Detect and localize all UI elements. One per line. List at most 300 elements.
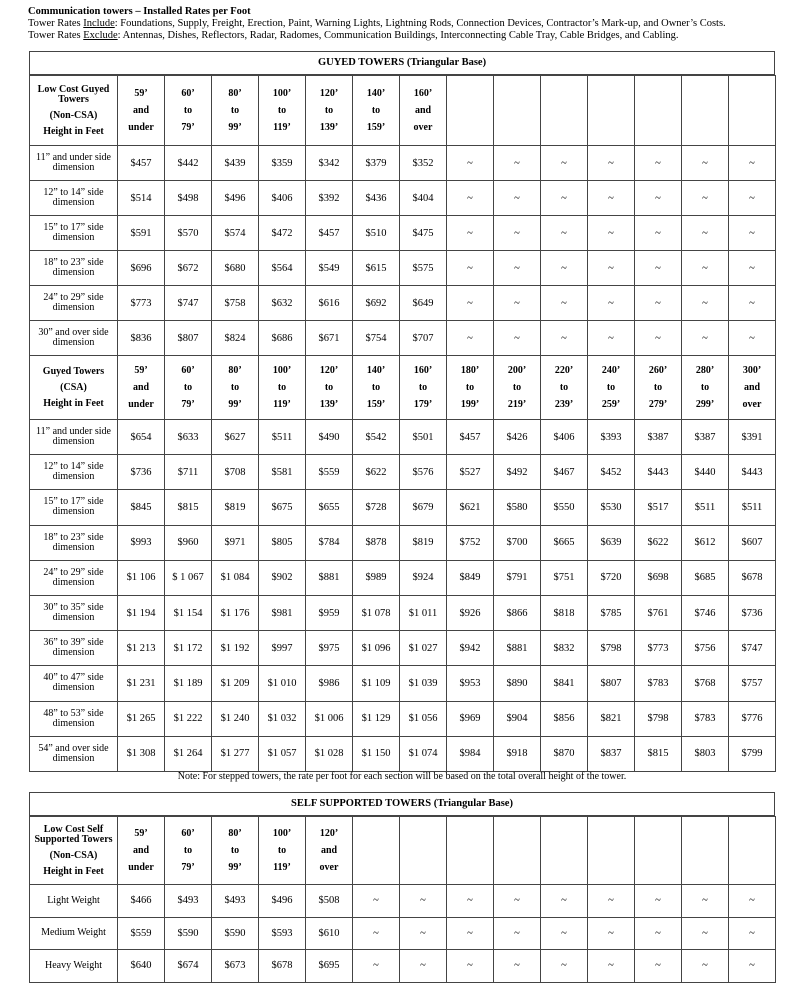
rate-cell: $1 006: [306, 701, 353, 736]
guyed-csa-row: [30, 455, 776, 490]
rate-cell: $776: [729, 701, 776, 736]
no-rate-cell: ~: [635, 885, 682, 918]
rate-cell: $1 028: [306, 736, 353, 771]
rate-cell: $785: [588, 595, 635, 630]
height-range-header: [353, 76, 400, 146]
rate-cell: $815: [165, 490, 212, 525]
height-range-part: 119’: [273, 862, 291, 873]
rate-cell: $452: [588, 455, 635, 490]
no-rate-cell: ~: [729, 146, 776, 181]
rate-cell: $890: [494, 666, 541, 701]
rate-cell: $622: [353, 455, 400, 490]
rate-cell: $633: [165, 420, 212, 455]
rate-cell: $1 222: [165, 701, 212, 736]
rate-cell: $575: [400, 251, 447, 286]
rate-cell: $837: [588, 736, 635, 771]
no-rate-cell: ~: [447, 286, 494, 321]
rate-cell: $511: [259, 420, 306, 455]
rate-cell: $514: [118, 181, 165, 216]
guyed-noncsa-row: [30, 286, 776, 321]
height-range-part: to: [230, 105, 240, 116]
height-range-part: 179’: [413, 399, 433, 410]
rate-cell: $574: [212, 216, 259, 251]
no-rate-cell: ~: [729, 251, 776, 286]
rate-cell: $971: [212, 525, 259, 560]
rate-cell: $559: [118, 917, 165, 950]
rate-cell: $695: [306, 950, 353, 983]
header-label-line: (Non-CSA): [49, 109, 98, 121]
rate-cell: $530: [588, 490, 635, 525]
rate-cell: $457: [306, 216, 353, 251]
no-rate-cell: ~: [588, 181, 635, 216]
height-range-part: 60’: [181, 365, 195, 376]
rate-cell: $621: [447, 490, 494, 525]
height-range-header: [447, 76, 494, 146]
no-rate-cell: ~: [447, 321, 494, 356]
rate-cell: $798: [635, 701, 682, 736]
height-range-part: to: [559, 382, 569, 393]
height-range-part: 80’: [228, 365, 242, 376]
height-range-part: 79’: [181, 122, 195, 133]
height-range-part: 300’: [742, 365, 762, 376]
rate-cell: $439: [212, 146, 259, 181]
rate-cell: $708: [212, 455, 259, 490]
rate-cell: $1 056: [400, 701, 447, 736]
rate-cell: $805: [259, 525, 306, 560]
guyed-csa-row: [30, 595, 776, 630]
rate-cell: $1 039: [400, 666, 447, 701]
no-rate-cell: ~: [353, 885, 400, 918]
height-range-part: 100’: [272, 828, 292, 839]
rate-cell: $1 096: [353, 631, 400, 666]
no-rate-cell: ~: [494, 146, 541, 181]
rate-cell: $615: [353, 251, 400, 286]
rate-cell: $616: [306, 286, 353, 321]
rate-cell: $627: [212, 420, 259, 455]
rate-cell: $711: [165, 455, 212, 490]
rate-cell: $590: [165, 917, 212, 950]
height-range-header: [682, 76, 729, 146]
height-range-part: 159’: [366, 122, 386, 133]
no-rate-cell: ~: [682, 216, 729, 251]
rate-cell: $467: [541, 455, 588, 490]
rate-cell: $1 176: [212, 595, 259, 630]
height-range-part: 119’: [273, 122, 291, 133]
header-label-line: Height in Feet: [43, 125, 104, 137]
rate-cell: $746: [682, 595, 729, 630]
no-rate-cell: ~: [494, 251, 541, 286]
guyed-noncsa-row: [30, 321, 776, 356]
header-label-line: Low Cost Guyed Towers: [37, 83, 110, 105]
header-label-line: (CSA): [60, 381, 87, 393]
height-range-part: 120’: [319, 365, 339, 376]
height-range-header: [682, 817, 729, 885]
rate-cell: $475: [400, 216, 447, 251]
side-dimension-label: 12” to 14” side dimension: [30, 455, 118, 490]
rate-cell: $870: [541, 736, 588, 771]
rate-cell: $581: [259, 455, 306, 490]
height-range-header: [165, 76, 212, 146]
guyed-csa-row: [30, 560, 776, 595]
rate-cell: $640: [118, 950, 165, 983]
rate-cell: $856: [541, 701, 588, 736]
rate-cell: $436: [353, 181, 400, 216]
height-range-part: 139’: [319, 122, 339, 133]
rate-cell: $1 240: [212, 701, 259, 736]
side-dimension-label: 24” to 29” side dimension: [30, 560, 118, 595]
rate-cell: $1 078: [353, 595, 400, 630]
height-range-header: [541, 356, 588, 420]
rate-cell: $1 106: [118, 560, 165, 595]
rate-cell: $866: [494, 595, 541, 630]
height-range-part: 180’: [460, 365, 480, 376]
height-range-part: over: [413, 122, 433, 133]
rate-cell: $ 1 067: [165, 560, 212, 595]
no-rate-cell: ~: [494, 885, 541, 918]
no-rate-cell: ~: [353, 917, 400, 950]
rate-cell: $580: [494, 490, 541, 525]
rate-cell: $1 192: [212, 631, 259, 666]
rate-cell: $674: [165, 950, 212, 983]
rate-cell: $680: [212, 251, 259, 286]
guyed-csa-row: [30, 666, 776, 701]
no-rate-cell: ~: [682, 885, 729, 918]
guyed-csa-row: [30, 525, 776, 560]
rate-cell: $1 109: [353, 666, 400, 701]
height-range-header: [400, 817, 447, 885]
rate-cell: $975: [306, 631, 353, 666]
exclude-line: Tower Rates Exclude: Antennas, Dishes, Reflectors, Radar, Radomes, Communication Buildings, Interconnecting Cable Tray, Cable Bridges, and Cabling.: [28, 30, 679, 41]
rate-cell: $736: [118, 455, 165, 490]
height-range-part: over: [319, 862, 339, 873]
height-range-part: 140’: [366, 365, 386, 376]
no-rate-cell: ~: [588, 146, 635, 181]
no-rate-cell: ~: [635, 917, 682, 950]
height-range-header: [118, 76, 165, 146]
include-word: Include: [83, 18, 115, 29]
height-range-part: 120’: [319, 828, 339, 839]
rate-cell: $1 150: [353, 736, 400, 771]
height-range-header: [588, 76, 635, 146]
rate-cell: $926: [447, 595, 494, 630]
header-label-line: Low Cost Self Supported Towers: [34, 823, 113, 845]
rate-cell: $757: [729, 666, 776, 701]
rate-cell: $953: [447, 666, 494, 701]
no-rate-cell: ~: [541, 950, 588, 983]
rate-cell: $904: [494, 701, 541, 736]
no-rate-cell: ~: [494, 321, 541, 356]
height-range-header: [635, 817, 682, 885]
no-rate-cell: ~: [682, 251, 729, 286]
rate-cell: $678: [729, 560, 776, 595]
height-range-header: [259, 76, 306, 146]
height-range-header: [494, 356, 541, 420]
height-range-header: [306, 356, 353, 420]
no-rate-cell: ~: [447, 950, 494, 983]
rate-cell: $986: [306, 666, 353, 701]
rate-cell: $692: [353, 286, 400, 321]
rate-cell: $783: [682, 701, 729, 736]
rate-cell: $819: [212, 490, 259, 525]
height-range-header: [729, 817, 776, 885]
height-range-header: [353, 817, 400, 885]
rate-cell: $607: [729, 525, 776, 560]
height-range-part: over: [742, 399, 762, 410]
rate-cell: $807: [165, 321, 212, 356]
rate-cell: $672: [165, 251, 212, 286]
no-rate-cell: ~: [447, 917, 494, 950]
height-range-header: [635, 356, 682, 420]
exclude-word: Exclude: [83, 30, 118, 41]
side-dimension-label: 12” to 14” side dimension: [30, 181, 118, 216]
guyed-csa-row: [30, 701, 776, 736]
no-rate-cell: ~: [588, 950, 635, 983]
side-dimension-label: 48” to 53” side dimension: [30, 701, 118, 736]
guyed-csa-row: [30, 420, 776, 455]
rate-cell: $773: [635, 631, 682, 666]
rate-cell: $517: [635, 490, 682, 525]
height-range-part: to: [371, 105, 381, 116]
rate-cell: $492: [494, 455, 541, 490]
no-rate-cell: ~: [494, 286, 541, 321]
no-rate-cell: ~: [447, 251, 494, 286]
rate-cell: $1 209: [212, 666, 259, 701]
rate-cell: $773: [118, 286, 165, 321]
rate-cell: $960: [165, 525, 212, 560]
no-rate-cell: ~: [729, 950, 776, 983]
rate-cell: $1 027: [400, 631, 447, 666]
rate-cell: $1 057: [259, 736, 306, 771]
no-rate-cell: ~: [588, 251, 635, 286]
no-rate-cell: ~: [635, 950, 682, 983]
height-range-header: [682, 356, 729, 420]
height-range-part: 119’: [273, 399, 291, 410]
rate-cell: $391: [729, 420, 776, 455]
no-rate-cell: ~: [541, 181, 588, 216]
no-rate-cell: ~: [541, 286, 588, 321]
no-rate-cell: ~: [588, 321, 635, 356]
height-range-header: [447, 817, 494, 885]
height-range-header: [165, 356, 212, 420]
rate-cell: $404: [400, 181, 447, 216]
guyed-noncsa-header-row: [30, 76, 776, 146]
rate-cell: $818: [541, 595, 588, 630]
rate-cell: $440: [682, 455, 729, 490]
header-label-line: Height in Feet: [43, 865, 104, 877]
no-rate-cell: ~: [635, 181, 682, 216]
side-dimension-label: 15” to 17” side dimension: [30, 490, 118, 525]
rate-cell: $501: [400, 420, 447, 455]
height-range-part: to: [512, 382, 522, 393]
side-dimension-label: 18” to 23” side dimension: [30, 251, 118, 286]
rate-cell: $803: [682, 736, 729, 771]
rate-cell: $387: [635, 420, 682, 455]
rate-cell: $799: [729, 736, 776, 771]
height-range-part: to: [371, 382, 381, 393]
rate-cell: $845: [118, 490, 165, 525]
height-range-part: to: [230, 845, 240, 856]
side-dimension-label: Medium Weight: [30, 917, 118, 950]
rate-cell: $649: [400, 286, 447, 321]
height-range-header: [259, 356, 306, 420]
rate-cell: $798: [588, 631, 635, 666]
self-noncsa-header-label: [30, 817, 118, 885]
rate-cell: $824: [212, 321, 259, 356]
rate-cell: $622: [635, 525, 682, 560]
no-rate-cell: ~: [635, 216, 682, 251]
height-range-part: under: [128, 399, 154, 410]
rate-cell: $508: [306, 885, 353, 918]
rate-cell: $997: [259, 631, 306, 666]
rate-cell: $698: [635, 560, 682, 595]
guyed-csa-row: [30, 631, 776, 666]
rate-cell: $1 011: [400, 595, 447, 630]
no-rate-cell: ~: [541, 321, 588, 356]
height-range-part: under: [128, 862, 154, 873]
rate-cell: $671: [306, 321, 353, 356]
height-range-part: 240’: [601, 365, 621, 376]
height-range-part: 99’: [228, 862, 242, 873]
rate-cell: $878: [353, 525, 400, 560]
rate-cell: $752: [447, 525, 494, 560]
height-range-part: to: [653, 382, 663, 393]
rate-cell: $969: [447, 701, 494, 736]
no-rate-cell: ~: [682, 950, 729, 983]
self-supported-towers-title: SELF SUPPORTED TOWERS (Triangular Base): [29, 792, 775, 816]
rate-cell: $959: [306, 595, 353, 630]
side-dimension-label: 24” to 29” side dimension: [30, 286, 118, 321]
rate-cell: $654: [118, 420, 165, 455]
rate-cell: $1 265: [118, 701, 165, 736]
height-range-part: to: [324, 105, 334, 116]
no-rate-cell: ~: [729, 216, 776, 251]
side-dimension-label: 30” to 35” side dimension: [30, 595, 118, 630]
no-rate-cell: ~: [541, 216, 588, 251]
guyed-noncsa-row: [30, 216, 776, 251]
side-dimension-label: 36” to 39” side dimension: [30, 631, 118, 666]
height-range-part: 200’: [507, 365, 527, 376]
height-range-header: [118, 356, 165, 420]
rate-cell: $678: [259, 950, 306, 983]
rate-cell: $564: [259, 251, 306, 286]
rate-cell: $655: [306, 490, 353, 525]
guyed-csa-header-label: [30, 356, 118, 420]
height-range-part: 99’: [228, 399, 242, 410]
height-range-header: [541, 76, 588, 146]
height-range-part: 299’: [695, 399, 715, 410]
height-range-part: 140’: [366, 88, 386, 99]
rate-cell: $342: [306, 146, 353, 181]
height-range-part: under: [128, 122, 154, 133]
rate-cell: $527: [447, 455, 494, 490]
guyed-noncsa-row: [30, 146, 776, 181]
rate-cell: $496: [259, 885, 306, 918]
height-range-header: [118, 817, 165, 885]
height-range-part: 79’: [181, 399, 195, 410]
no-rate-cell: ~: [447, 181, 494, 216]
rate-cell: $442: [165, 146, 212, 181]
rate-cell: $849: [447, 560, 494, 595]
side-dimension-label: 40” to 47” side dimension: [30, 666, 118, 701]
rate-cell: $832: [541, 631, 588, 666]
rate-cell: $989: [353, 560, 400, 595]
height-range-part: 279’: [648, 399, 668, 410]
no-rate-cell: ~: [729, 286, 776, 321]
no-rate-cell: ~: [682, 321, 729, 356]
rate-cell: $736: [729, 595, 776, 630]
height-range-header: [306, 817, 353, 885]
guyed-noncsa-row: [30, 181, 776, 216]
no-rate-cell: ~: [635, 251, 682, 286]
rate-cell: $707: [400, 321, 447, 356]
rate-cell: $591: [118, 216, 165, 251]
height-range-header: [447, 356, 494, 420]
no-rate-cell: ~: [729, 917, 776, 950]
rate-cell: $881: [306, 560, 353, 595]
height-range-part: 199’: [460, 399, 480, 410]
no-rate-cell: ~: [447, 146, 494, 181]
height-range-part: 79’: [181, 862, 195, 873]
self-supported-towers-table: [29, 816, 776, 983]
height-range-header: [400, 76, 447, 146]
side-dimension-label: 54” and over side dimension: [30, 736, 118, 771]
rate-cell: $549: [306, 251, 353, 286]
rate-cell: $593: [259, 917, 306, 950]
rate-cell: $1 032: [259, 701, 306, 736]
rate-cell: $1 308: [118, 736, 165, 771]
rate-cell: $576: [400, 455, 447, 490]
rate-cell: $493: [165, 885, 212, 918]
rate-cell: $406: [541, 420, 588, 455]
height-range-part: and: [132, 105, 150, 116]
rate-cell: $610: [306, 917, 353, 950]
height-range-part: to: [277, 105, 287, 116]
header-label-line: Guyed Towers: [42, 365, 105, 377]
rate-cell: $393: [588, 420, 635, 455]
rate-cell: $815: [635, 736, 682, 771]
guyed-csa-row: [30, 490, 776, 525]
header-label-line: (Non-CSA): [49, 849, 98, 861]
side-dimension-label: 11” and under side dimension: [30, 420, 118, 455]
height-range-part: 160’: [413, 88, 433, 99]
rate-cell: $612: [682, 525, 729, 560]
height-range-part: to: [183, 382, 193, 393]
rate-cell: $1 010: [259, 666, 306, 701]
rate-cell: $1 129: [353, 701, 400, 736]
rate-cell: $1 213: [118, 631, 165, 666]
height-range-part: 259’: [601, 399, 621, 410]
no-rate-cell: ~: [447, 885, 494, 918]
rate-cell: $784: [306, 525, 353, 560]
page-header: [28, 6, 788, 42]
rate-cell: $675: [259, 490, 306, 525]
rate-cell: $758: [212, 286, 259, 321]
rate-cell: $379: [353, 146, 400, 181]
rate-cell: $359: [259, 146, 306, 181]
header-label-line: Height in Feet: [43, 397, 104, 409]
rate-cell: $1 194: [118, 595, 165, 630]
height-range-part: and: [414, 105, 432, 116]
no-rate-cell: ~: [682, 286, 729, 321]
height-range-header: [635, 76, 682, 146]
rate-cell: $768: [682, 666, 729, 701]
rate-cell: $511: [729, 490, 776, 525]
height-range-header: [588, 356, 635, 420]
rate-cell: $673: [212, 950, 259, 983]
self-noncsa-header-row: [30, 817, 776, 885]
rate-cell: $728: [353, 490, 400, 525]
height-range-part: 120’: [319, 88, 339, 99]
